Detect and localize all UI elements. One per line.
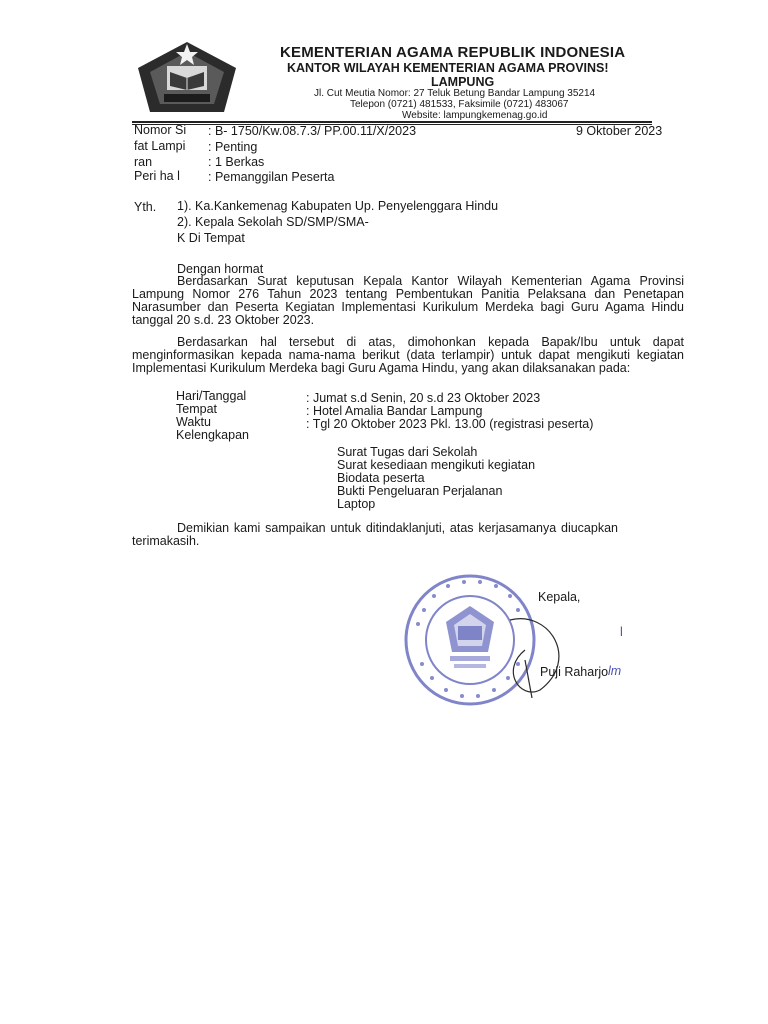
yth-label: Yth.: [134, 200, 157, 214]
lampiran-label: ran: [134, 155, 153, 169]
perihal-label: Peri ha l: [134, 169, 180, 183]
detail-value-place: : Hotel Amalia Bandar Lampung: [306, 404, 483, 418]
requirement-item: Surat Tugas dari Sekolah: [337, 445, 478, 459]
recipient-3: K Di Tempat: [177, 231, 245, 245]
signatory-name: Puji Raharjo: [540, 665, 609, 679]
sifat-label: fat Lampi: [134, 139, 186, 153]
header-address: Jl. Cut Meutia Nomor: 27 Teluk Betung Bandar Lampung 35214: [314, 88, 596, 99]
signatory-initials: lm: [608, 664, 622, 678]
ministry-logo: [134, 38, 240, 116]
header-website: Website: lampungkemenag.go.id: [402, 110, 548, 121]
header-rule-thick: [132, 121, 652, 123]
header-phone: Telepon (0721) 481533, Faksimile (0721) 483067: [350, 99, 569, 110]
nomor-label: Nomor Si: [134, 123, 187, 137]
nomor-value: : B- 1750/Kw.08.7.3/ PP.00.11/X/2023: [208, 124, 417, 138]
greeting: Dengan hormat: [177, 262, 264, 276]
requirement-item: Surat kesediaan mengikuti kegiatan: [337, 458, 536, 472]
header-province: LAMPUNG: [431, 75, 495, 89]
requirement-item: Biodata peserta: [337, 471, 425, 485]
paragraph-2-text: Berdasarkan hal tersebut di atas, dimohonkan kepada Bapak/Ibu untuk dapat menginformasikan kepada nama-nama berikut (data terlampir) untuk dapat mengikuti kegiatan Implementasi Kurikulum Merdeka bagi Guru Agama Hindu, yang akan dilaksanakan pada:: [132, 335, 684, 375]
sifat-value: : Penting: [208, 140, 258, 154]
header-ministry: KEMENTERIAN AGAMA REPUBLIK INDONESIA: [280, 44, 626, 61]
closing-paragraph: [132, 522, 618, 548]
perihal-value: : Pemanggilan Peserta: [208, 170, 335, 184]
detail-value-time: : Tgl 20 Oktober 2023 Pkl. 13.00 (registrasi peserta): [306, 417, 594, 431]
detail-label-date: Hari/Tanggal: [176, 389, 247, 403]
detail-label-time: Waktu: [176, 415, 211, 429]
requirement-item: Laptop: [337, 497, 376, 511]
signature-mark: l: [620, 625, 623, 639]
recipient-2: 2). Kepala Sekolah SD/SMP/SMA-: [177, 215, 369, 229]
paragraph-2: [132, 336, 684, 375]
detail-label-requirements: Kelengkapan: [176, 428, 249, 442]
lampiran-value: : 1 Berkas: [208, 155, 265, 169]
paragraph-1: [132, 275, 684, 327]
handwritten-signature: [470, 600, 570, 700]
requirement-item: Bukti Pengeluaran Perjalanan: [337, 484, 503, 498]
detail-value-date: : Jumat s.d Senin, 20 s.d 23 Oktober 2023: [306, 391, 541, 405]
letter-date: 9 Oktober 2023: [576, 124, 663, 138]
recipient-1: 1). Ka.Kankemenag Kabupaten Up. Penyelenggara Hindu: [177, 199, 499, 213]
signatory-title: Kepala,: [538, 590, 581, 604]
header-office: KANTOR WILAYAH KEMENTERIAN AGAMA PROVINS!: [287, 61, 609, 75]
closing-text: Demikian kami sampaikan untuk ditindaklanjuti, atas kerjasamanya diucapkan terimakasih.: [132, 521, 618, 548]
detail-label-place: Tempat: [176, 402, 217, 416]
paragraph-1-text: Berdasarkan Surat keputusan Kepala Kantor Wilayah Kementerian Agama Provinsi Lampung Nomor 276 Tahun 2023 tentang Pembentukan Panitia Pelaksana dan Penetapan Narasumber dan Peserta Kegiatan Implementasi Kurikulum Merdeka bagi Guru Agama Hindu tanggal 20 s.d. 23 Oktober 2023.: [132, 274, 684, 327]
